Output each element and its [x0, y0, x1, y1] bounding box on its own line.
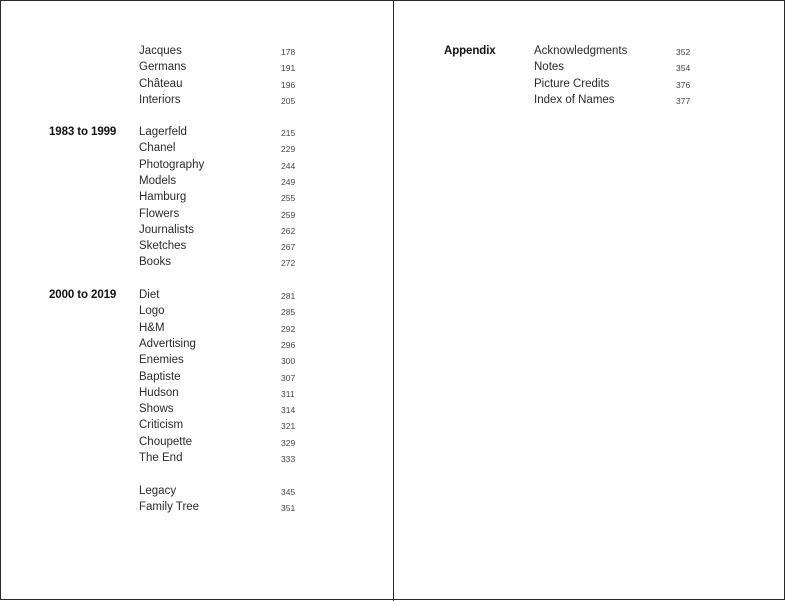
entry-title: Interiors	[139, 93, 181, 106]
entry-page-number: 178	[281, 47, 296, 57]
toc-section	[1, 43, 393, 108]
entry-page-number: 272	[281, 258, 296, 269]
entry-title: Shows	[139, 403, 174, 416]
toc-entry	[139, 417, 311, 433]
toc-section	[394, 43, 785, 108]
entry-title: Enemies	[139, 354, 184, 367]
toc-entry	[534, 76, 706, 92]
entry-title: Hamburg	[139, 191, 187, 204]
right-page	[394, 1, 785, 601]
entry-page-number: 292	[281, 323, 296, 334]
section-heading: Appendix	[444, 45, 496, 57]
entry-title: Diet	[139, 289, 160, 301]
toc-section	[1, 124, 393, 271]
toc-entry	[139, 238, 311, 254]
toc-entry	[139, 385, 311, 401]
entry-title: Lagerfeld	[139, 126, 187, 138]
toc-entry	[139, 76, 311, 92]
toc-entry	[534, 43, 706, 59]
toc-entry	[139, 43, 311, 59]
entry-title: Legacy	[139, 485, 177, 497]
entry-title: Family Tree	[139, 501, 200, 514]
entry-title: Advertising	[139, 337, 196, 350]
toc-entry	[139, 254, 311, 270]
toc-entry	[139, 352, 311, 368]
entry-title: Chanel	[139, 142, 176, 155]
entry-title: Photography	[139, 158, 205, 171]
toc-entry	[139, 499, 311, 515]
entry-page-number: 311	[281, 388, 295, 399]
entry-page-number: 285	[281, 307, 296, 318]
entry-page-number: 377	[676, 95, 691, 106]
toc-entry	[139, 222, 311, 238]
entry-page-number: 249	[281, 176, 296, 187]
toc-section	[1, 483, 393, 516]
toc-entry	[139, 189, 311, 205]
entry-page-number: 244	[281, 160, 296, 171]
entry-page-number: 376	[676, 79, 691, 90]
entry-title: Books	[139, 256, 171, 269]
entry-page-number: 333	[281, 454, 296, 464]
toc-entry	[139, 92, 311, 108]
toc-entry	[139, 59, 311, 75]
section-heading: 1983 to 1999	[49, 126, 117, 138]
entry-page-number: 345	[281, 487, 296, 497]
toc-entry	[139, 369, 311, 385]
toc-entry	[534, 92, 706, 108]
entry-page-number: 191	[281, 63, 296, 74]
toc-entry	[139, 140, 311, 156]
entry-title: Notes	[534, 61, 565, 74]
toc-entry	[139, 287, 311, 303]
toc-entry	[139, 157, 311, 173]
entry-page-number: 215	[281, 128, 296, 138]
entry-title: Hudson	[139, 386, 179, 399]
entry-title: Criticism	[139, 419, 184, 432]
entry-page-number: 300	[281, 356, 296, 367]
entry-page-number: 307	[281, 372, 296, 383]
entry-title: Logo	[139, 305, 165, 318]
toc-entry	[534, 59, 706, 75]
toc-entry	[139, 206, 311, 222]
entry-page-number: 296	[281, 339, 296, 350]
toc-entry	[139, 401, 311, 417]
entry-title: H&M	[139, 321, 165, 334]
toc-entry	[139, 450, 311, 466]
entry-page-number: 352	[676, 47, 691, 57]
toc-entry	[139, 124, 311, 140]
entry-title: Choupette	[139, 435, 193, 448]
entry-page-number: 229	[281, 144, 296, 155]
entry-page-number: 351	[281, 503, 296, 514]
entry-page-number: 259	[281, 209, 296, 220]
entry-page-number: 196	[281, 79, 296, 90]
entry-title: Journalists	[139, 223, 194, 236]
toc-entry	[139, 336, 311, 352]
entry-title: The End	[139, 452, 183, 464]
entry-page-number: 255	[281, 193, 296, 204]
section-heading: 2000 to 2019	[49, 289, 117, 301]
entry-page-number: 329	[281, 437, 296, 448]
toc-section	[1, 287, 393, 466]
entry-title: Flowers	[139, 207, 180, 220]
entry-page-number: 262	[281, 225, 296, 236]
entry-title: Picture Credits	[534, 77, 610, 90]
entry-title: Jacques	[139, 45, 182, 57]
entry-page-number: 321	[281, 421, 296, 432]
toc-entry	[139, 303, 311, 319]
entry-title: Baptiste	[139, 370, 181, 383]
entry-page-number: 354	[676, 63, 691, 74]
entry-title: Château	[139, 77, 183, 90]
toc-entry	[139, 483, 311, 499]
toc-entry	[139, 173, 311, 189]
entry-page-number: 205	[281, 95, 296, 106]
entry-title: Sketches	[139, 240, 187, 253]
entry-page-number: 281	[281, 291, 296, 301]
entry-title: Germans	[139, 61, 187, 74]
entry-page-number: 267	[281, 242, 296, 253]
toc-entry	[139, 320, 311, 336]
entry-page-number: 314	[281, 405, 296, 416]
entry-title: Index of Names	[534, 93, 615, 106]
entry-title: Acknowledgments	[534, 45, 628, 57]
toc-entry	[139, 434, 311, 450]
entry-title: Models	[139, 174, 177, 187]
left-page	[1, 1, 393, 601]
